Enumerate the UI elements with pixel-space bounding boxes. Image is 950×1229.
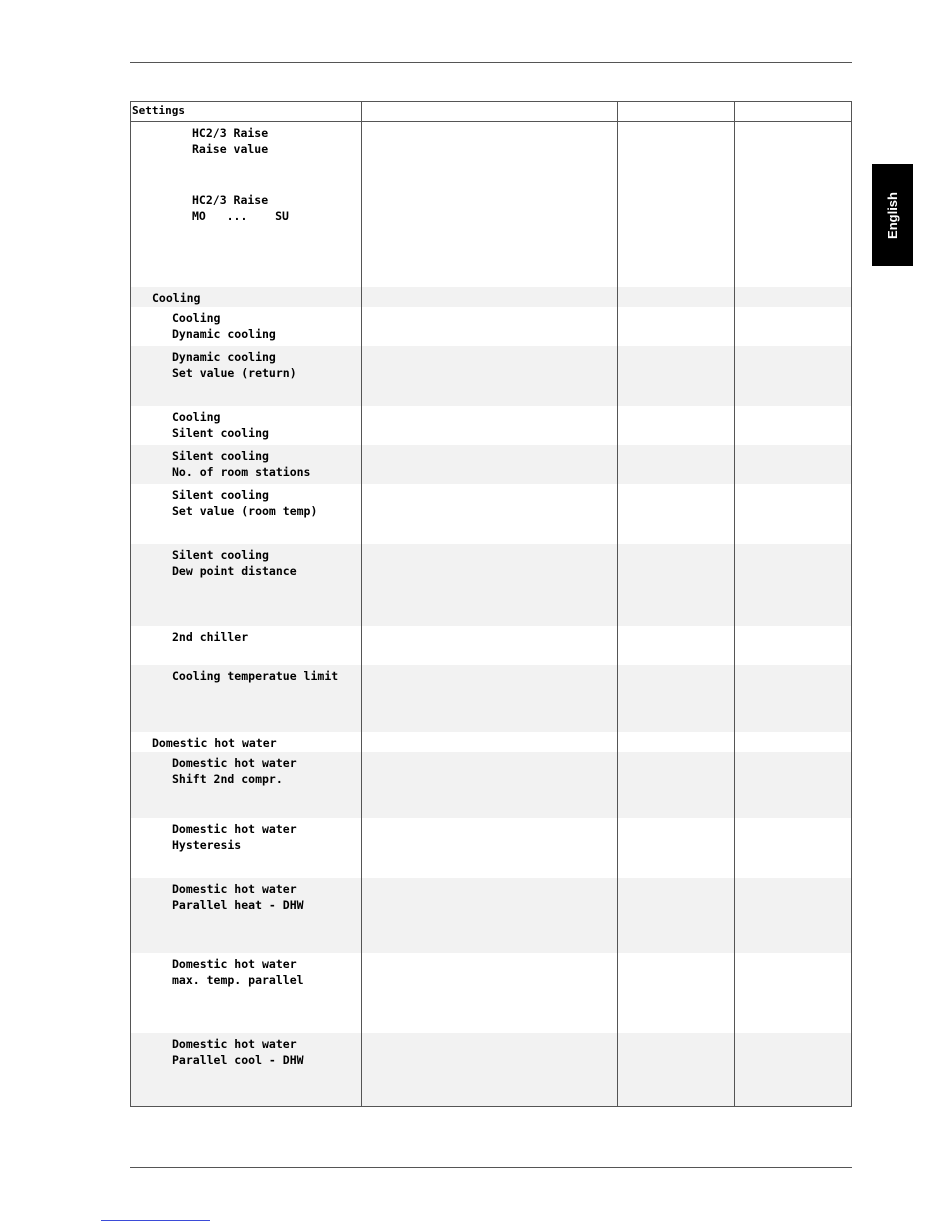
- setting-label-line: HC2/3 Raise: [192, 126, 269, 140]
- setting-label-line: max. temp. parallel: [172, 973, 304, 987]
- setting-label-line: Silent cooling: [172, 488, 269, 502]
- setting-label-line: Silent cooling: [172, 426, 269, 440]
- setting-label-line: Parallel cool - DHW: [172, 1053, 304, 1067]
- setting-label-line: Set value (room temp): [172, 504, 318, 518]
- setting-label-line: Cooling: [172, 311, 221, 325]
- setting-label-line: Silent cooling: [172, 548, 269, 562]
- setting-label-line: Domestic hot water: [172, 882, 297, 896]
- table-row: [131, 878, 851, 953]
- table-row: [131, 189, 851, 287]
- table-row: [131, 287, 851, 307]
- table-row: [131, 544, 851, 626]
- setting-label-line: Hysteresis: [172, 838, 242, 852]
- table-row: [131, 445, 851, 484]
- setting-label: [172, 668, 338, 684]
- top-rule: [130, 62, 852, 63]
- setting-label: [172, 349, 297, 381]
- table-row: [131, 406, 851, 445]
- table-row: [131, 752, 851, 818]
- table-row: [131, 732, 851, 752]
- table-row: [131, 818, 851, 878]
- setting-label-line: Set value (return): [172, 366, 297, 380]
- language-tab-label: English: [885, 191, 901, 239]
- setting-label: [172, 448, 310, 480]
- setting-label-line: Domestic hot water: [172, 822, 297, 836]
- table-row: [131, 626, 851, 665]
- setting-label-line: Dynamic cooling: [172, 350, 276, 364]
- setting-label-line: Silent cooling: [172, 449, 269, 463]
- setting-label-line: Cooling: [152, 291, 201, 305]
- setting-label: [152, 290, 200, 306]
- setting-label-line: HC2/3 Raise: [192, 193, 269, 207]
- setting-label: [172, 629, 248, 645]
- setting-label: [172, 1036, 304, 1068]
- setting-label-line: Domestic hot water: [172, 957, 297, 971]
- setting-label-line: Domestic hot water: [152, 736, 277, 750]
- footer-link-underline: [101, 1220, 210, 1221]
- column-divider: [361, 102, 362, 1106]
- setting-label-line: Domestic hot water: [172, 1037, 297, 1051]
- setting-label: [172, 755, 297, 787]
- setting-label-line: Cooling: [172, 410, 221, 424]
- setting-label-line: No. of room stations: [172, 465, 311, 479]
- setting-label-line: Dynamic cooling: [172, 327, 276, 341]
- language-tab: [872, 164, 913, 266]
- setting-label-line: MO ... SU: [192, 209, 289, 223]
- table-row: [131, 665, 851, 732]
- setting-label-line: Parallel heat - DHW: [172, 898, 304, 912]
- column-divider: [734, 102, 735, 1106]
- table-row: [131, 346, 851, 406]
- setting-label: [192, 192, 289, 224]
- setting-label: [192, 125, 268, 157]
- setting-label: [172, 409, 269, 441]
- settings-table: [130, 101, 852, 1107]
- column-divider: [617, 102, 618, 1106]
- setting-label: [172, 821, 297, 853]
- bottom-rule: [130, 1167, 852, 1168]
- table-header: Settings: [131, 102, 851, 122]
- table-row: [131, 953, 851, 1033]
- setting-label-line: Shift 2nd compr.: [172, 772, 283, 786]
- setting-label-line: Domestic hot water: [172, 756, 297, 770]
- setting-label: [172, 310, 276, 342]
- table-row: [131, 122, 851, 189]
- setting-label: [172, 881, 304, 913]
- setting-label-line: Raise value: [192, 142, 269, 156]
- setting-label: [172, 956, 304, 988]
- setting-label: [152, 735, 277, 751]
- setting-label-line: Dew point distance: [172, 564, 297, 578]
- table-row: [131, 1033, 851, 1106]
- setting-label-line: 2nd chiller: [172, 630, 249, 644]
- setting-label-line: Cooling temperatue limit: [172, 669, 339, 683]
- setting-label: [172, 547, 297, 579]
- setting-label: [172, 487, 317, 519]
- table-row: [131, 484, 851, 544]
- table-row: [131, 307, 851, 346]
